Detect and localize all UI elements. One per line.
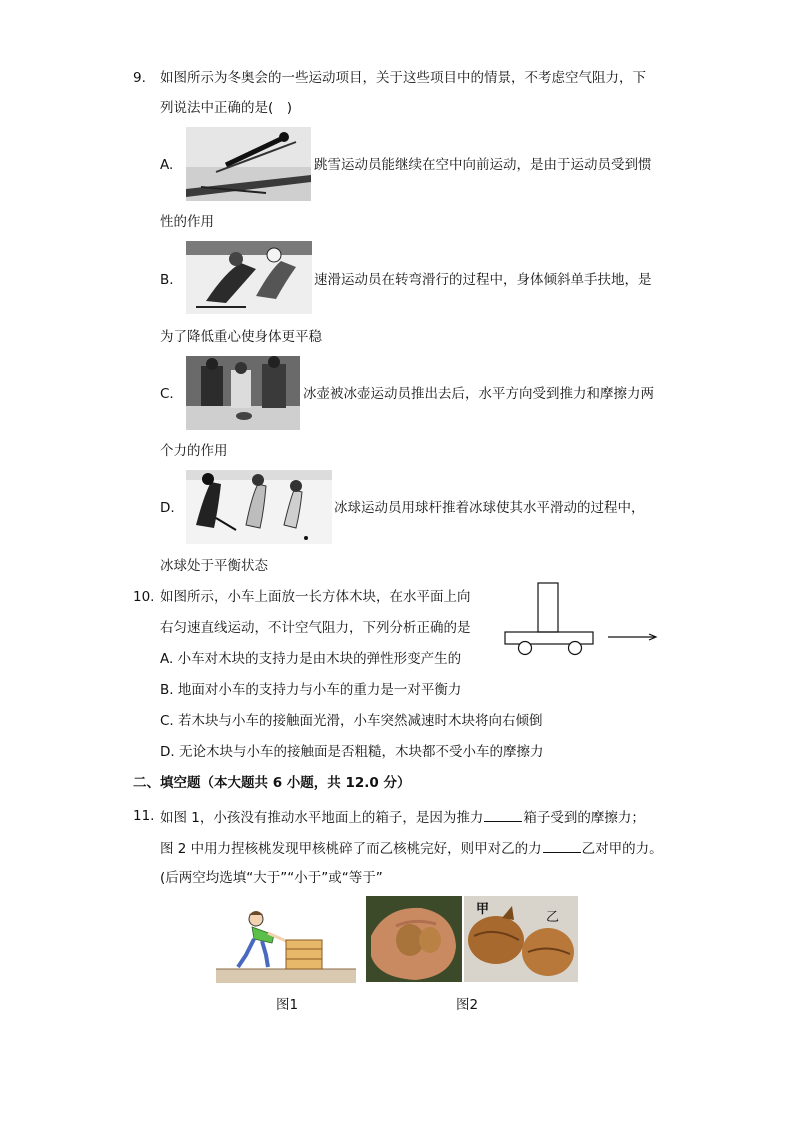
q9-option-c-text: 冰壶被冰壶运动员推出去后，水平方向受到推力和摩擦力两 (303, 386, 654, 402)
hand-walnut-photo (366, 896, 462, 982)
q9-stem-line1: 如图所示为冬奥会的一些运动项目，关于这些项目中的情景，不考虑空气阻力，下 (160, 70, 646, 86)
q10-option-d: D. 无论木块与小车的接触面是否粗糙，木块都不受小车的摩擦力 (160, 744, 544, 760)
q9-option-a-text: 跳雪运动员能继续在空中向前运动，是由于运动员受到惯 (314, 157, 652, 173)
answer-blank-1[interactable] (484, 807, 522, 822)
q9-option-d-label: D. (160, 500, 175, 516)
cart-body (505, 632, 593, 644)
speed-skating-photo (186, 241, 312, 314)
q9-option-b-cont: 为了降低重心使身体更平稳 (160, 329, 322, 345)
q10-number: 10. (133, 589, 155, 605)
cart-block-diagram (500, 580, 665, 660)
walnut-label-yi: 乙 (546, 910, 560, 925)
q9-number: 9. (133, 70, 146, 86)
ski-jump-photo (186, 127, 311, 201)
figure-2-caption: 图2 (456, 997, 479, 1013)
q10-option-b: B. 地面对小车的支持力与小车的重力是一对平衡力 (160, 682, 462, 698)
q11-line2: 图 2 中用力捏核桃发现甲核桃碎了而乙核桃完好，则甲对乙的力 乙对甲的力。 (160, 838, 663, 858)
walnuts-photo (464, 896, 578, 982)
cart-wheel-left (519, 642, 532, 655)
figure-1-caption: 图1 (276, 997, 299, 1013)
q9-option-d-text: 冰球运动员用球杆推着冰球使其水平滑动的过程中， (334, 500, 645, 516)
section-heading: 二、填空题（本大题共 6 小题，共 12.0 分） (133, 775, 411, 791)
q9-option-a-cont: 性的作用 (160, 214, 214, 230)
walnut-label-jia: 甲 (476, 902, 490, 917)
q11-line1: 如图 1，小孩没有推动水平地面上的箱子，是因为推力 箱子受到的摩擦力； (160, 807, 645, 827)
q9-option-b-text: 速滑运动员在转弯滑行的过程中，身体倾斜单手扶地，是 (314, 272, 652, 288)
q11-line3: (后两空均选填“大于”“小于”或“等于” (160, 870, 383, 886)
q9-option-b-label: B. (160, 272, 174, 288)
q9-option-c-cont: 个力的作用 (160, 443, 228, 459)
ice-hockey-photo (186, 470, 332, 544)
q11-number: 11. (133, 808, 155, 824)
wooden-block (538, 583, 558, 632)
answer-blank-2[interactable] (543, 838, 581, 853)
q10-option-a: A. 小车对木块的支持力是由木块的弹性形变产生的 (160, 651, 462, 667)
curling-photo (186, 356, 300, 430)
child-pushing-box-figure (216, 907, 356, 983)
q9-option-d-cont: 冰球处于平衡状态 (160, 558, 268, 574)
cart-wheel-right (569, 642, 582, 655)
q9-stem-line2: 列说法中正确的是( ) (160, 100, 293, 116)
q10-stem-line2: 右匀速直线运动，不计空气阻力，下列分析正确的是 (160, 620, 471, 636)
q10-stem-line1: 如图所示，小车上面放一长方体木块，在水平面上向 (160, 589, 471, 605)
q9-option-c-label: C. (160, 386, 174, 402)
q10-option-c: C. 若木块与小车的接触面光滑，小车突然减速时木块将向右倾倒 (160, 713, 543, 729)
q9-option-a-label: A. (160, 157, 174, 173)
